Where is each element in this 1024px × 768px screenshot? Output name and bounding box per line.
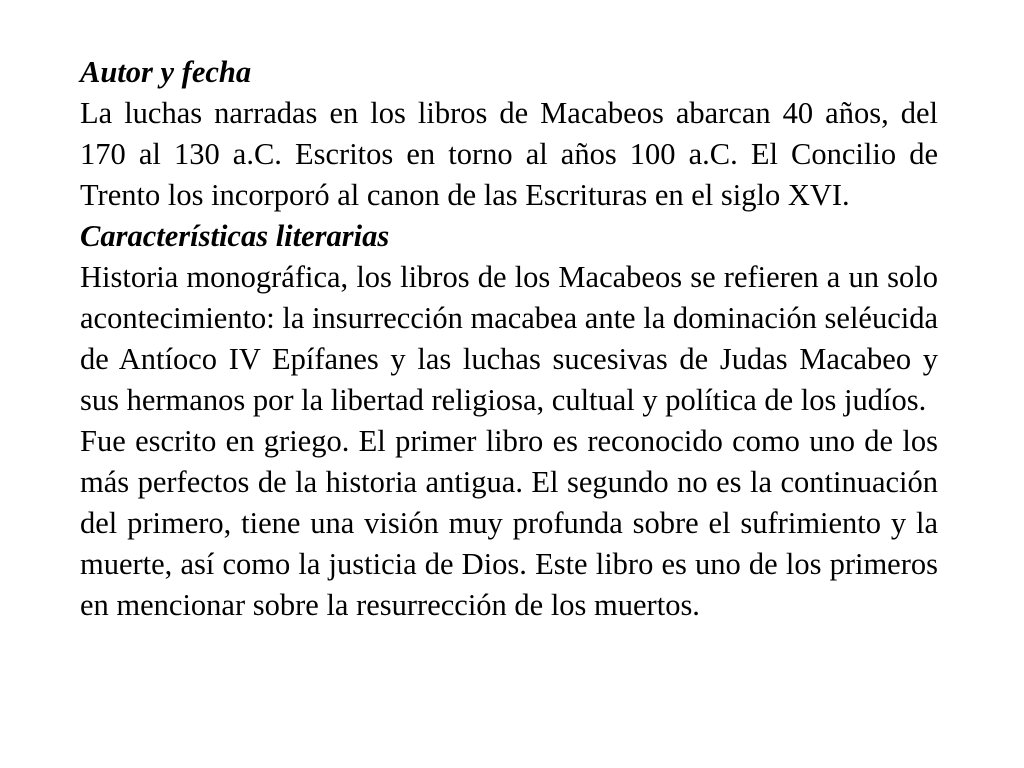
paragraph-autor-y-fecha: La luchas narradas en los libros de Macabeos abarcan 40 años, del 170 al 130 a.C. Escritos en torno al años 100 a.C. El Concilio de Trento los incorporó al canon de las Escrituras en el siglo XVI. (80, 96, 938, 212)
paragraph-historia-monografica: Historia monográfica, los libros de los Macabeos se refieren a un solo acontecimiento: la insurrección macabea ante la dominación seléucida de Antíoco IV Epífanes y las luchas sucesivas de Judas Macabeo y sus hermanos por la libertad religiosa, cultual y política de los judíos. (80, 260, 938, 417)
slide-body (80, 52, 938, 626)
heading-autor-y-fecha: Autor y fecha (80, 55, 252, 89)
heading-caracteristicas-literarias: Características literarias (80, 219, 390, 253)
paragraph-escrito-en-griego: Fue escrito en griego. El primer libro es reconocido como uno de los más perfectos de la historia antigua. El segundo no es la continuación del primero, tiene una visión muy profunda sobre el sufrimiento y la muerte, así como la justicia de Dios. Este libro es uno de los primeros en mencionar sobre la resurrección de los muertos. (80, 424, 938, 622)
